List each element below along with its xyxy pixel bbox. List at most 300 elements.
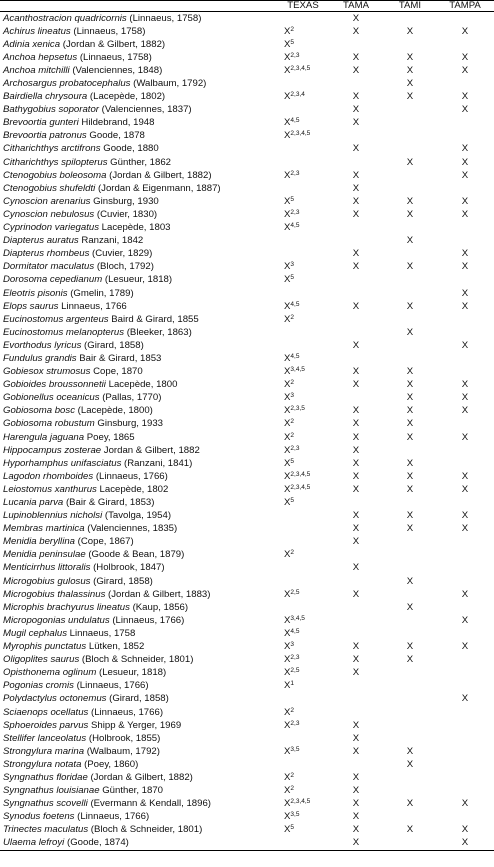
texas-reference-superscript: 5 xyxy=(290,824,295,832)
scientific-name: Cynoscion nebulosus xyxy=(3,208,95,220)
table-row xyxy=(0,287,494,300)
tampa-cell xyxy=(436,785,494,798)
tama-cell xyxy=(328,287,384,300)
table-row xyxy=(0,392,494,405)
texas-cell xyxy=(278,156,328,169)
tama-cell: X xyxy=(352,195,360,207)
tama-cell: X xyxy=(352,143,360,155)
texas-reference-superscript: 5 xyxy=(290,457,295,465)
tami-cell: X xyxy=(406,654,414,666)
tampa-cell: X xyxy=(436,837,494,851)
texas-cell xyxy=(278,300,328,313)
tama-cell: X xyxy=(352,654,360,666)
tampa-cell: X xyxy=(461,431,469,443)
species-cell xyxy=(0,575,278,588)
texas-reference-superscript: 5 xyxy=(290,274,295,282)
table-row xyxy=(0,719,494,732)
table-row xyxy=(0,326,494,339)
tama-cell: X xyxy=(352,824,360,836)
texas-mark: X xyxy=(284,470,291,482)
tampa-cell: X xyxy=(461,64,469,76)
column-header-species xyxy=(0,1,278,12)
tama-cell xyxy=(328,38,384,51)
texas-mark: X xyxy=(284,457,291,469)
tampa-cell xyxy=(436,771,494,784)
tama-cell: X xyxy=(352,785,360,797)
texas-cell xyxy=(278,143,328,156)
species-cell xyxy=(0,745,278,758)
tami-cell xyxy=(384,38,436,51)
texas-mark: X xyxy=(284,641,291,653)
texas-reference-superscript: 4,5 xyxy=(290,352,300,360)
species-authority: (Cuvier, 1830) xyxy=(94,208,158,220)
tami-cell: X xyxy=(406,457,414,469)
tampa-cell: X xyxy=(461,483,469,495)
species-authority: (Walbaum, 1792) xyxy=(84,745,160,757)
scientific-name: Diapterus rhombeus xyxy=(3,248,90,260)
tami-cell: X xyxy=(406,418,414,430)
scientific-name: Leiostomus xanthurus xyxy=(3,483,97,495)
table-row xyxy=(0,195,494,208)
species-cell xyxy=(0,693,278,706)
tampa-cell xyxy=(436,719,494,732)
texas-cell xyxy=(278,182,328,195)
texas-mark: X xyxy=(284,497,291,509)
texas-cell xyxy=(278,470,328,483)
scientific-name: Mugil cephalus xyxy=(3,627,67,639)
tampa-cell xyxy=(436,130,494,143)
table-row xyxy=(0,405,494,418)
texas-mark: X xyxy=(284,667,291,679)
species-cell xyxy=(0,549,278,562)
tama-cell: X xyxy=(352,667,360,679)
tama-cell: X xyxy=(352,523,360,535)
species-authority: (Valenciennes, 1835) xyxy=(84,523,178,535)
tama-cell: X xyxy=(352,418,360,430)
table-row xyxy=(0,261,494,274)
texas-reference-superscript: 2 xyxy=(290,431,295,439)
tampa-cell xyxy=(436,38,494,51)
texas-cell xyxy=(278,588,328,601)
table-row xyxy=(0,457,494,470)
table-row xyxy=(0,588,494,601)
tama-cell: X xyxy=(352,719,360,731)
scientific-name: Cyprinodon variegatus xyxy=(3,222,99,234)
scientific-name: Menidia beryllina xyxy=(3,536,75,548)
tama-cell: X xyxy=(352,641,360,653)
table-row xyxy=(0,444,494,457)
scientific-name: Synodus foetens xyxy=(3,811,75,823)
tampa-cell: X xyxy=(461,693,469,705)
texas-mark: X xyxy=(284,261,291,273)
table-row xyxy=(0,745,494,758)
tama-cell: X xyxy=(352,169,360,181)
texas-mark: X xyxy=(284,51,291,63)
texas-reference-superscript: 2 xyxy=(290,706,295,714)
species-cell xyxy=(0,379,278,392)
texas-cell xyxy=(278,771,328,784)
texas-mark: X xyxy=(284,706,291,718)
species-cell xyxy=(0,418,278,431)
tama-cell: X xyxy=(352,431,360,443)
scientific-name: Dormitator maculatus xyxy=(3,261,95,273)
texas-reference-superscript: 3,5 xyxy=(290,811,300,819)
tama-cell: X xyxy=(328,837,384,851)
species-cell xyxy=(0,222,278,235)
table-row xyxy=(0,470,494,483)
tama-cell xyxy=(328,313,384,326)
tampa-cell: X xyxy=(461,25,469,37)
tami-cell xyxy=(384,444,436,457)
table-row xyxy=(0,169,494,182)
species-cell xyxy=(0,719,278,732)
species-authority: (Jordan & Gilbert, 1882) xyxy=(87,771,193,783)
tami-cell xyxy=(384,837,436,851)
species-cell xyxy=(0,274,278,287)
texas-cell xyxy=(278,431,328,444)
tama-cell xyxy=(328,575,384,588)
tama-cell xyxy=(328,693,384,706)
scientific-name: Ctenogobius shufeldti xyxy=(3,182,96,194)
texas-mark: X xyxy=(284,719,291,731)
species-authority: Linnaeus, 1758 xyxy=(67,627,136,639)
texas-cell xyxy=(278,51,328,64)
species-authority: (Evermann & Kendall, 1896) xyxy=(87,798,211,810)
texas-reference-superscript: 2 xyxy=(290,25,295,33)
scientific-name: Citharichthys spilopterus xyxy=(3,156,108,168)
table-row xyxy=(0,104,494,117)
species-authority: (Holbrook, 1855) xyxy=(86,732,161,744)
scientific-name: Gobiosoma robustum xyxy=(3,418,95,430)
tami-cell: X xyxy=(406,366,414,378)
texas-mark: X xyxy=(284,352,291,364)
table-row xyxy=(0,38,494,51)
tampa-cell xyxy=(436,575,494,588)
species-authority: (Cope, 1867) xyxy=(75,536,134,548)
species-cell xyxy=(0,431,278,444)
table-row xyxy=(0,418,494,431)
texas-mark: X xyxy=(284,785,291,797)
table-row xyxy=(0,182,494,195)
tampa-cell: X xyxy=(461,91,469,103)
texas-cell xyxy=(278,837,328,851)
table-row xyxy=(0,483,494,496)
table-row xyxy=(0,248,494,261)
tami-cell xyxy=(384,339,436,352)
tami-cell xyxy=(384,313,436,326)
texas-mark: X xyxy=(284,379,291,391)
texas-cell xyxy=(278,627,328,640)
species-authority: Günther, 1870 xyxy=(99,785,164,797)
species-authority: Günther, 1862 xyxy=(107,156,171,168)
table-row xyxy=(0,222,494,235)
texas-reference-superscript: 4,5 xyxy=(290,222,300,230)
texas-cell xyxy=(278,614,328,627)
tami-cell: X xyxy=(406,824,414,836)
species-cell xyxy=(0,64,278,77)
tama-cell xyxy=(328,130,384,143)
tama-cell: X xyxy=(352,444,360,456)
tampa-cell: X xyxy=(461,392,469,404)
scientific-name: Hippocampus zosterae xyxy=(3,444,102,456)
tami-cell: X xyxy=(406,25,414,37)
species-cell xyxy=(0,562,278,575)
texas-mark: X xyxy=(284,117,291,129)
texas-reference-superscript: 2 xyxy=(290,313,295,321)
scientific-name: Trinectes maculatus xyxy=(3,824,89,836)
table-row xyxy=(0,130,494,143)
scientific-name: Syngnathus scovelli xyxy=(3,798,88,810)
texas-mark: X xyxy=(284,25,291,37)
tami-cell xyxy=(384,719,436,732)
texas-cell xyxy=(278,706,328,719)
tami-cell xyxy=(384,117,436,130)
species-cell xyxy=(0,523,278,536)
scientific-name: Lupinoblennius nicholsi xyxy=(3,510,103,522)
texas-cell xyxy=(278,418,328,431)
table-row xyxy=(0,614,494,627)
texas-cell xyxy=(278,77,328,90)
table-row xyxy=(0,562,494,575)
tama-cell xyxy=(328,274,384,287)
tami-cell: X xyxy=(406,379,414,391)
scientific-name: Achirus lineatus xyxy=(3,25,71,37)
tampa-cell: X xyxy=(461,169,469,181)
texas-cell xyxy=(278,549,328,562)
scientific-name: Archosargus probatocephalus xyxy=(3,78,131,90)
texas-cell xyxy=(278,222,328,235)
scientific-name: Eucinostomus argenteus xyxy=(3,313,109,325)
species-authority: (Jordan & Gilbert, 1882) xyxy=(106,169,212,181)
species-cell xyxy=(0,667,278,680)
texas-cell xyxy=(278,601,328,614)
tama-cell: X xyxy=(352,405,360,417)
tampa-cell xyxy=(436,274,494,287)
tami-cell xyxy=(384,562,436,575)
species-cell xyxy=(0,169,278,182)
species-cell xyxy=(0,614,278,627)
tami-cell: X xyxy=(406,483,414,495)
tampa-cell xyxy=(436,352,494,365)
tami-cell xyxy=(384,248,436,261)
species-cell xyxy=(0,104,278,117)
tampa-cell: X xyxy=(461,614,469,626)
scientific-name: Microgobius thalassinus xyxy=(3,588,106,600)
column-header-texas: TEXAS xyxy=(278,1,328,12)
scientific-name: Cynoscion arenarius xyxy=(3,195,91,207)
species-authority: (Jordan & Gilbert, 1883) xyxy=(105,588,211,600)
species-cell xyxy=(0,732,278,745)
table-row xyxy=(0,208,494,221)
tami-cell: X xyxy=(406,261,414,273)
tampa-cell: X xyxy=(461,300,469,312)
texas-mark: X xyxy=(284,771,291,783)
table-row xyxy=(0,536,494,549)
texas-mark: X xyxy=(284,366,291,378)
tama-cell: X xyxy=(352,12,360,24)
tampa-cell xyxy=(436,235,494,248)
tama-cell: X xyxy=(352,536,360,548)
texas-cell xyxy=(278,339,328,352)
tampa-cell: X xyxy=(461,248,469,260)
tampa-cell xyxy=(436,680,494,693)
scientific-name: Gobiosoma bosc xyxy=(3,405,75,417)
tami-cell: X xyxy=(406,91,414,103)
texas-reference-superscript: 2,3,4,5 xyxy=(290,64,311,72)
tami-cell xyxy=(384,588,436,601)
tami-cell xyxy=(384,104,436,117)
texas-cell xyxy=(278,510,328,523)
species-cell xyxy=(0,536,278,549)
species-authority: (Lesueur, 1818) xyxy=(102,274,173,286)
tami-cell: X xyxy=(406,235,414,247)
table-row xyxy=(0,771,494,784)
tama-cell: X xyxy=(352,25,360,37)
scientific-name: Elops saurus xyxy=(3,300,59,312)
tampa-cell xyxy=(436,182,494,195)
texas-cell xyxy=(278,457,328,470)
scientific-name: Lucania parva xyxy=(3,497,64,509)
tami-cell: X xyxy=(406,745,414,757)
tampa-cell: X xyxy=(461,51,469,63)
species-authority: (Pallas, 1770) xyxy=(99,392,162,404)
tampa-cell xyxy=(436,745,494,758)
tama-cell xyxy=(328,627,384,640)
texas-reference-superscript: 2,5 xyxy=(290,588,300,596)
species-cell xyxy=(0,326,278,339)
scientific-name: Gobioides broussonnetii xyxy=(3,379,106,391)
tami-cell xyxy=(384,667,436,680)
texas-cell xyxy=(278,575,328,588)
texas-cell xyxy=(278,496,328,509)
species-authority: Lacepède, 1803 xyxy=(99,222,171,234)
header-row xyxy=(0,1,494,12)
scientific-name: Bathygobius soporator xyxy=(3,104,99,116)
species-authority: (Kaup, 1856) xyxy=(129,601,189,613)
tami-cell xyxy=(384,536,436,549)
table-row xyxy=(0,627,494,640)
tama-cell xyxy=(328,758,384,771)
species-authority: (Poey, 1860) xyxy=(81,758,139,770)
texas-cell xyxy=(278,693,328,706)
tami-cell: X xyxy=(406,300,414,312)
tama-cell xyxy=(328,614,384,627)
scientific-name: Eleotris pisonis xyxy=(3,287,68,299)
species-authority: (Bleeker, 1863) xyxy=(124,326,192,338)
tami-cell xyxy=(384,12,436,26)
texas-reference-superscript: 2,3 xyxy=(290,208,300,216)
texas-mark: X xyxy=(284,64,291,76)
texas-reference-superscript: 2 xyxy=(290,785,295,793)
texas-mark: X xyxy=(284,274,291,286)
species-cell xyxy=(0,25,278,38)
species-authority: (Valenciennes, 1837) xyxy=(99,104,192,116)
species-authority: (Linnaeus, 1758) xyxy=(70,25,146,37)
tami-cell: X xyxy=(406,641,414,653)
texas-reference-superscript: 2,3,4 xyxy=(290,91,305,99)
texas-cell xyxy=(278,758,328,771)
table-row xyxy=(0,837,494,851)
species-authority: (Jordan & Eigenmann, 1887) xyxy=(95,182,221,194)
texas-mark: X xyxy=(284,195,291,207)
species-cell xyxy=(0,483,278,496)
species-authority: Bair & Girard, 1853 xyxy=(76,352,162,364)
species-authority: Shipp & Yerger, 1969 xyxy=(88,719,182,731)
texas-cell xyxy=(278,798,328,811)
table-body xyxy=(0,12,494,851)
species-authority: (Goode, 1874) xyxy=(64,837,129,849)
tami-cell xyxy=(384,352,436,365)
texas-reference-superscript: 2,3 xyxy=(290,654,300,662)
tami-cell xyxy=(384,549,436,562)
species-authority: (Girard, 1858) xyxy=(90,575,153,587)
tampa-cell: X xyxy=(461,588,469,600)
tampa-cell xyxy=(436,117,494,130)
tama-cell: X xyxy=(352,483,360,495)
scientific-name: Acanthostracion quadricornis xyxy=(3,12,127,24)
species-authority: Lütken, 1852 xyxy=(86,641,145,653)
species-authority: (Girard, 1858) xyxy=(81,339,144,351)
texas-cell xyxy=(278,25,328,38)
tampa-cell: X xyxy=(461,510,469,522)
texas-cell xyxy=(278,208,328,221)
texas-cell xyxy=(278,352,328,365)
species-cell xyxy=(0,117,278,130)
tama-cell: X xyxy=(352,457,360,469)
species-authority: (Ranzani, 1841) xyxy=(121,457,193,469)
tami-cell: X xyxy=(406,78,414,90)
table-row xyxy=(0,91,494,104)
tami-cell xyxy=(384,182,436,195)
texas-mark: X xyxy=(284,627,291,639)
tampa-cell: X xyxy=(461,339,469,351)
texas-mark: X xyxy=(284,614,291,626)
species-authority: (Valenciennes, 1848) xyxy=(69,64,163,76)
tami-cell: X xyxy=(406,470,414,482)
species-authority: (Tavolga, 1954) xyxy=(102,510,172,522)
table-row xyxy=(0,732,494,745)
tama-cell: X xyxy=(352,798,360,810)
tami-cell: X xyxy=(406,51,414,63)
table-row xyxy=(0,274,494,287)
species-authority: Lacepède, 1800 xyxy=(105,379,178,391)
table-row xyxy=(0,785,494,798)
texas-cell xyxy=(278,667,328,680)
species-cell xyxy=(0,824,278,837)
species-cell xyxy=(0,366,278,379)
scientific-name: Oligoplites saurus xyxy=(3,654,80,666)
scientific-name: Sphoeroides parvus xyxy=(3,719,89,731)
table-row xyxy=(0,706,494,719)
table-row xyxy=(0,667,494,680)
species-authority: (Linnaeus, 1758) xyxy=(77,51,152,63)
table-row xyxy=(0,510,494,523)
texas-reference-superscript: 2,5 xyxy=(290,667,300,675)
tampa-cell xyxy=(436,654,494,667)
species-cell xyxy=(0,771,278,784)
species-cell xyxy=(0,405,278,418)
texas-mark: X xyxy=(284,38,291,50)
table-row xyxy=(0,758,494,771)
tama-cell xyxy=(328,235,384,248)
table-row xyxy=(0,575,494,588)
tampa-cell: X xyxy=(461,156,469,168)
species-cell xyxy=(0,470,278,483)
species-cell xyxy=(0,392,278,405)
texas-reference-superscript: 2 xyxy=(290,379,295,387)
texas-cell xyxy=(278,680,328,693)
texas-reference-superscript: 2,3,4,5 xyxy=(290,483,311,491)
